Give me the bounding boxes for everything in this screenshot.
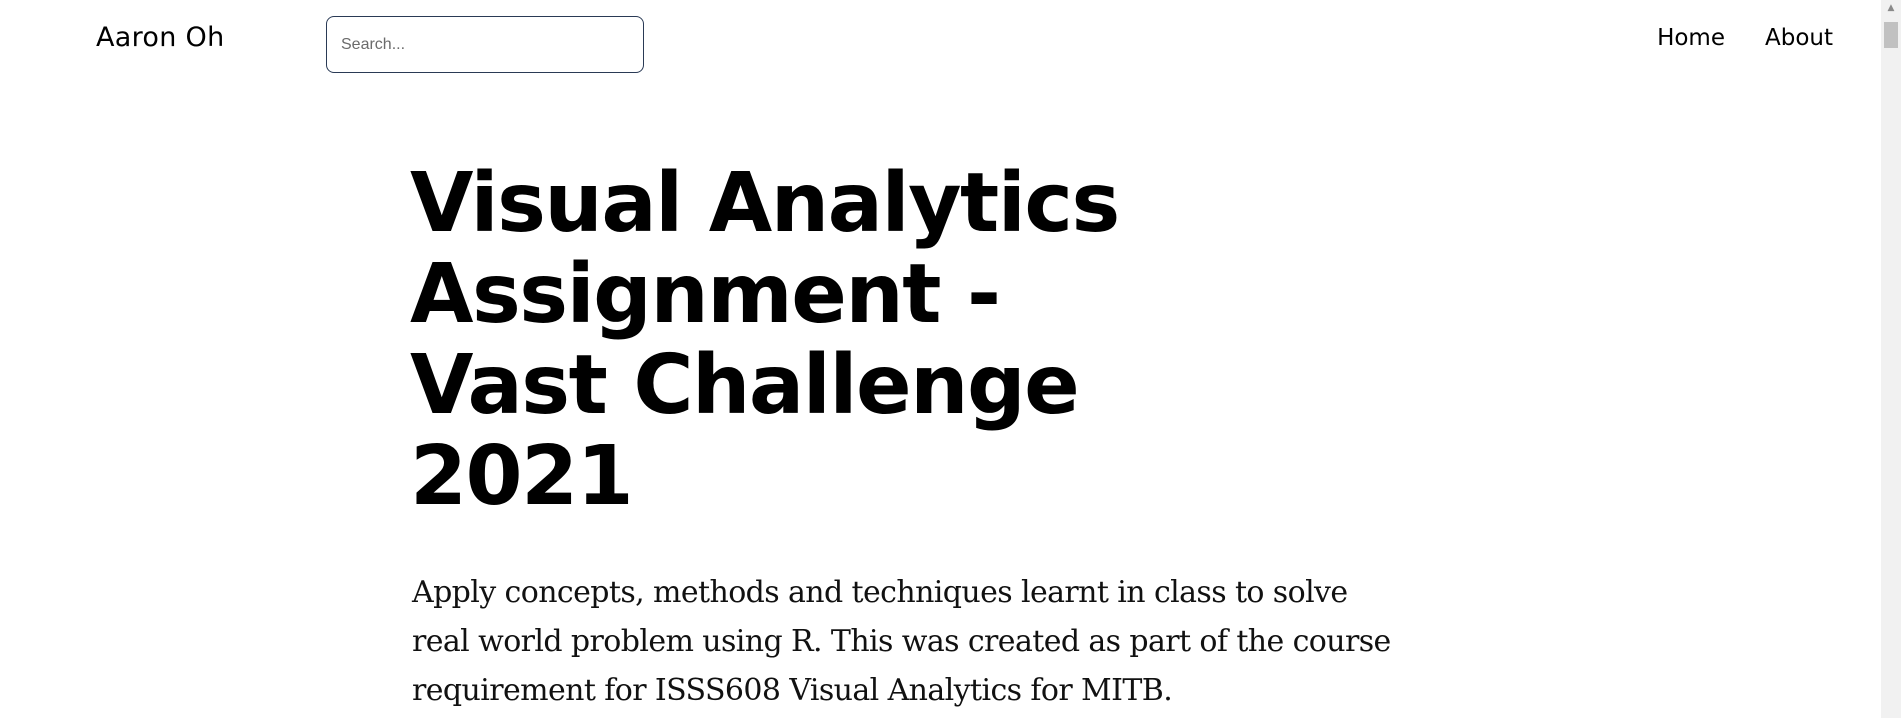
nav-home-link[interactable]: Home (1657, 25, 1725, 51)
nav-about-link[interactable]: About (1764, 25, 1833, 51)
site-brand-link[interactable]: Aaron Oh (96, 22, 225, 53)
scroll-up-arrow-icon[interactable]: ▲ (1887, 3, 1895, 13)
main-content (410, 158, 1410, 715)
site-header (0, 0, 1881, 86)
main-nav (1657, 25, 1833, 51)
vertical-scrollbar[interactable] (1881, 0, 1901, 718)
page-summary: Apply concepts, methods and techniques learnt in class to solve real world problem using R. This was created as part of the course requirement for ISSS608 Visual Analytics for MITB. (412, 575, 1391, 708)
scrollbar-thumb[interactable] (1884, 22, 1898, 48)
page-title: Visual Analytics Assignment - Vast Challenge 2021 (410, 156, 1119, 524)
search-input[interactable] (326, 16, 644, 73)
